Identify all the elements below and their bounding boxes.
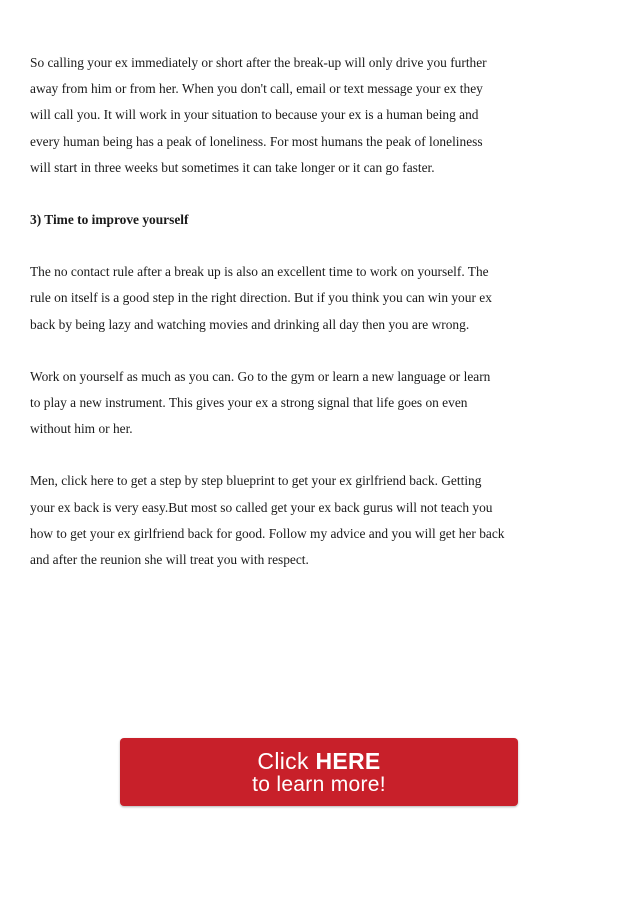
cta-click-text: Click	[257, 747, 309, 774]
cta-line-1	[257, 749, 380, 773]
paragraph-work-on-yourself: Work on yourself as much as you can. Go to the gym or learn a new language or learn to play a new instrument. This gives your ex a strong signal that life goes on even without him or her.	[30, 368, 491, 437]
section-heading: 3) Time to improve yourself	[30, 212, 189, 228]
paragraph-break-up: So calling your ex immediately or short after the break-up will only drive you further away from him or from her. When you don't call, email or text message your ex they will call you. It will work in your situation to because your ex is a human being and every human being has a peak of loneliness. For most humans the peak of loneliness will start in three weeks but sometimes it can take longer or it can go faster.	[30, 55, 487, 175]
cta-here-text: HERE	[315, 747, 381, 774]
paragraph-no-contact: The no contact rule after a break up is also an excellent time to work on yourself. The rule on itself is a good step in the right direction. But if you think you can win your ex back by being lazy and watching movies and drinking all day then you are wrong.	[30, 264, 492, 332]
paragraph-men-click-here: Men, click here to get a step by step blueprint to get your ex girlfriend back. Getting your ex back is very easy.But most so called get your ex back gurus will not teach you how to get your ex girlfriend back for good. Follow my advice and you will get her back and after the reunion she will treat you with respect.	[30, 473, 505, 568]
cta-line-2: to learn more!	[252, 772, 386, 796]
document-body	[30, 50, 610, 573]
click-here-button[interactable]	[120, 738, 518, 806]
